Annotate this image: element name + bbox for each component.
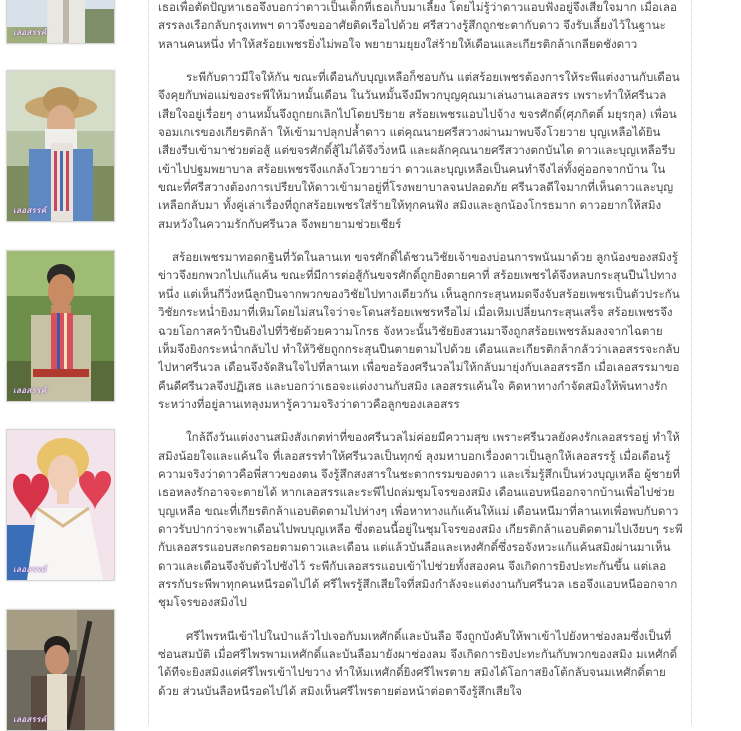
- actor-photo: [6, 0, 115, 44]
- actor-photo: [6, 429, 115, 581]
- photo-column: [0, 0, 125, 725]
- watermark: เลอสรรค์: [13, 386, 47, 395]
- photo-art: [7, 430, 114, 580]
- paragraph: สร้อยเพชรมาทอดกฐินที่วัดในลานเท ขจรศักดิ์ได้ชวนวิชัยเจ้าของบ่อนการพนันมาด้วย ลูกน้องของสมิงรู้ข่าวจึงยกพวกไปแก้แค้น ขณะที่มีการต่อสู้กันขจรศักดิ์ถูกยิงตายคาที่ สร้อยเพชรได้จึงหลบกระสุนปืนไปทางหนึ่ง แต่เห็นกีวิ่งหนีลูกปืนจากพวกของวิชัยไปทางเดียวกัน เห็นลูกกระสุนหมดจึงจับสร้อยเพชรเป็นตัวประกัน วิชัยกระหน่ำยิงมาที่เหิมโดยไม่สนใจว่าจะโดนสร้อยเพชรหรือไม่ เมื่อเหิมเปลี่ยนกระสุนเสร็จ สร้อยเพชรจึงฉวยโอกาสคว้าปืนยิงไปที่วิชัยด้วยความโกรธ จังหวะนั้นวิชัยยิงสวนมาจึงถูกสร้อยเพชรล้มลงจากไฉตาย เห็มจึงยิงกระหน่ำกลับไป ทำให้วิชัยถูกกระสุนปืนตายตามไปด้วย เดือนและเกียรติกล้ากลัวว่าเลอสรรจะกลับไปหาศรีนวล เดือนจึงจัดสินใจไปที่ลานเท เพื่อขอร้องศรีนวลไม่ให้กลับมายุ่งกับเลอสรรอีก เมื่อเลอสรรมาขอคืนดีศรีนวลจึงปฏิเสธ และบอกว่าเธอจะแต่งงานกับสมิง เลอสรรแค้นใจ คิดหาทางกำจัดสมิงให้พ้นทางรัก ระหว่างที่อยู่ลานเทลุงมหารู้ความจริงว่าดาวคือลูกของเลอสรร: [158, 250, 680, 411]
- watermark: เลอสรรค์: [13, 28, 47, 37]
- watermark: เลอสรรค์: [13, 206, 47, 215]
- right-divider: [691, 0, 692, 725]
- paragraph: ศรีไพรหนีเข้าไปในป่าแล้วไปเจอกับมเหศักดิ์และบันลือ จึงถูกบังคับให้พาเข้าไปยังหาช่องลมซึ่งเป็นที่ซ่อนสมบัติ เมื่อศรีไพรพามเหศักดิ์และบันลือมายังผาช่องลม จึงเกิดการยิงปะทะกันกับพวกของสมิง มเหศักดิ์ได้ทีจะยิงสมิงแต่ศรีไพรเข้าไปขวาง ทำให้มเหศักดิ์ยิงศรีไพรตาย สมิงได้โอกาสยิงโต้กลับจนมเหศักดิ์ตายด้วย ส่วนบันลือหนีรอดไปได้ สมิงเห็นศรีไพรตายต่อหน้าต่อตาจึงรู้สึกเสียใจ: [158, 628, 678, 698]
- actor-photo: [6, 250, 115, 402]
- watermark: เลอสรรค์: [13, 565, 47, 574]
- paragraph: ใกล้ถึงวันแต่งงานสมิงสังเกตท่าที่ของศรีนวลไม่ค่อยมีความสุข เพราะศรีนวลยังคงรักเลอสรรอยู่ ทำให้สมิงน้อยใจและแค้นใจ ที่เลอสรรทำให้ศรีนวลเป็นทุกข์ ลุงมหาบอกเรื่องดาวเป็นลูกให้เลอสรรรู้ เมื่อเดือนรู้ความจริงว่าดาวคือพี่สาวของตน จึงรู้สึกสงสารในชะตากรรมของดาว และเริ่มรู้สึกเป็นห่วงบุญเหลือ ผู้ชายที่เธอหลงรักอาจจะตายได้ หากเลอสรรและระพีไปถล่มชุมโจรของสมิง เดือนแอบหนีออกจากบ้านเพื่อไปช่วยบุญเหลือ ขณะที่เกียรติกล้าแอบติดตามไปห่างๆ เพื่อหาทางแก้แค้นให้แม่ เดือนหนีมาที่ลานเทเพื่อพบกับดาว ดาวรับปากว่าจะพาเดือนไปพบบุญเหลือ ซึ่งตอนนี้อยู่ในชุมโจรของสมิง เกียรติกล้าแอบติดตามไปเงียบๆ ระพีกับเลอสรรแอบสะกดรอยตามดาวและเดือน แต่แล้วบันลือและเหงศักดิ์ซึ่งรอจังหวะแก้แค้นสมิงผ่านมาเห็นดาวและเดือนจึงจับตัวไปซังไว้ ระพีกับเลอสรรแอบเข้าไปช่วยทั้งสองคน จึงเกิดการยิงปะทะกันขึ้น แต่เลอสรรกับระพีพาทุกคนหนีรอดไปได้ ศรีไพรรู้สึกเสียใจที่สมิงกำลังจะแต่งงานกับศรีนวล เธอจึงแอบหนีออกจากชุมโจรของสมิงไป: [158, 430, 683, 610]
- actor-photo: [6, 609, 115, 731]
- actor-photo: [6, 70, 115, 222]
- photo-art: [7, 71, 114, 221]
- paragraph: ระพีกับดาวมีใจให้กัน ขณะที่เดือนกับบุญเหลือก็ชอบกัน แต่สร้อยเพชรต้องการให้ระพีแต่งงานกับเดือน จึงคุยกับพ่อแม่ของระพีให้มาหมั้นเดือน ในวันหมั้นจึงมีพวกบุญคุณมาเล่นงานเลอสรร เพราะทำให้ศรีนวลเสียใจอยู่เรื่อยๆ งานหมั้นจึงถูกยกเลิกไปโดยปริยาย สร้อยเพชรแอบไปจ้าง ขจรศักดิ์(ศุภกิตติ์ มยุรกุล) เพื่อนจอมเกเรของเกียรติกล้า ให้เข้ามาปลุกปล้ำดาว แต่คุณนายศรีสวางผ่านมาพบจึงโวยวาย บุญเหลือได้ยินเสียงรีบเข้ามาช่วยต่อสู้ แต่ขจรศักดิ์สู้ไม่ได้จึงวิ่งหนี และผลักคุณนายศรีสวางตกบันได ดาวและบุญเหลือรีบเข้าไปปฐมพยาบาล สร้อยเพชรจึงแกล้งโวยวายว่า ดาวและบุญเหลือเป็นคนทำจึงไล่ทั้งคู่ออกจากบ้าน ในขณะที่ศรีสวางต้องการเปรียบให้ดาวเข้ามาอยู่ที่โรงพยาบาลจนปลอดภัย ศรีนวลดีใจมากที่เห็นดาวและบุญเหลือกลับมา ทั้งคู่เล่าเรื่องที่ถูกสร้อยเพชรใส่ร้ายให้ทุกคนฟัง สมิงและลูกน้องโกรธมาก ดาวอยากให้สมิงสมหวังในความรักกับศรีนวล จึงพยายามช่วยเชียร์: [158, 70, 680, 231]
- left-divider: [148, 0, 149, 725]
- synopsis-text: [158, 0, 683, 725]
- watermark: เลอสรรค์: [13, 715, 47, 724]
- photo-art: [7, 610, 114, 730]
- photo-art: [7, 251, 114, 401]
- paragraph: เธอเพื่อตัดปัญหาเธอจึงบอกว่าดาวเป็นเด็กที่เธอเก็บมาเลี้ยง โดยไม่รู้ว่าดาวแอบฟังอยู่จึงเสียใจมาก เมื่อเลอสรรลงเรือกลับกรุงเทพฯ ดาวจึงขออาศัยติดเรือไปด้วย ศรีสวางรู้สึกถูกชะตากับดาว จึงรับเลี้ยงไว้ในฐานะหลานคนหนึ่ง ทำให้สร้อยเพชรยิ่งไม่พอใจ พยายามยุยงใส่ร้ายให้เดือนและเกียรติกล้าเกลียดชังดาว: [158, 0, 677, 51]
